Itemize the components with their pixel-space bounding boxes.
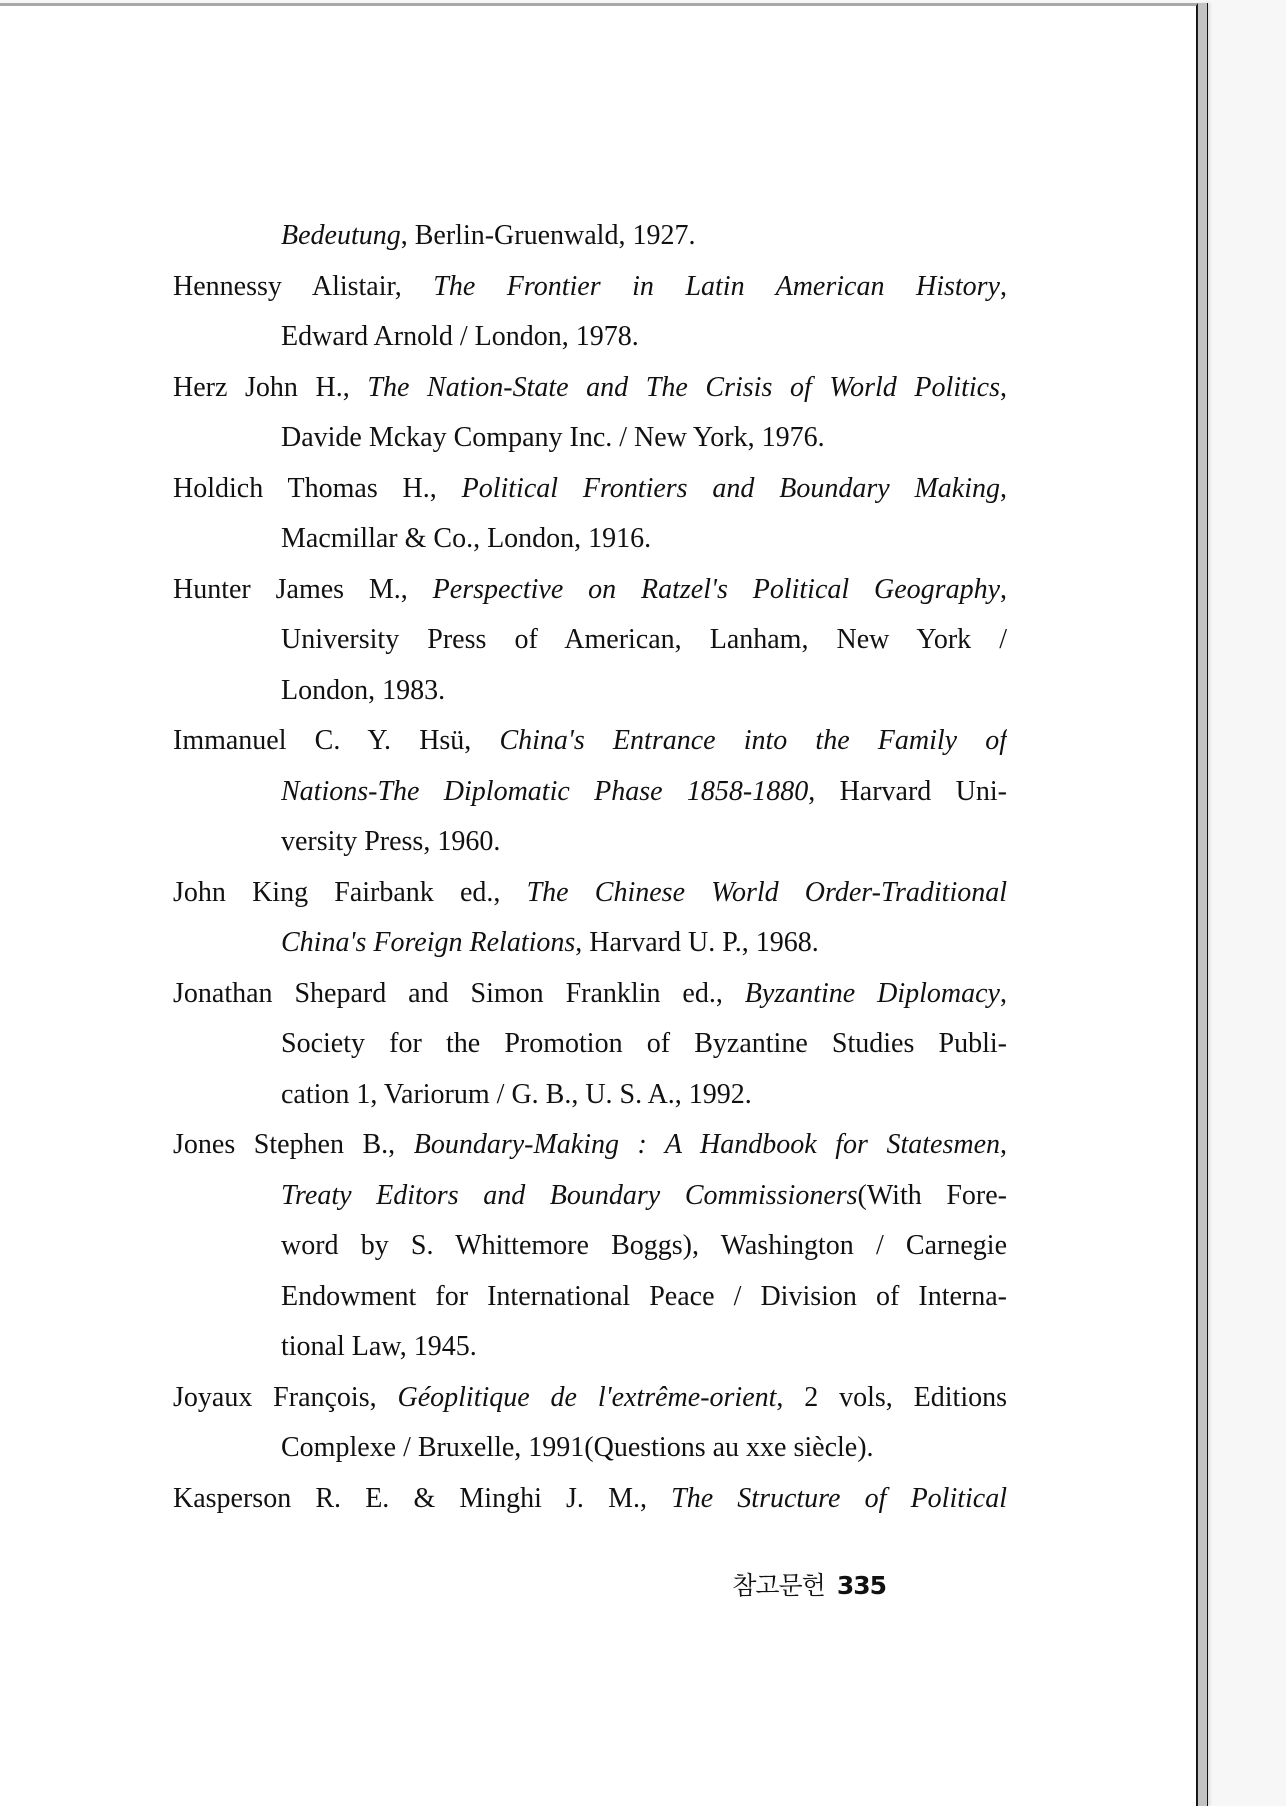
citation-text: Endowment for International Peace / Division of Interna- [281,1280,1007,1312]
title-text: Bedeutung [281,220,401,251]
bibliography-line [173,969,1007,1020]
citation-text: versity Press, 1960. [281,826,501,857]
citation-text: , Harvard U. P., 1968. [575,927,819,958]
citation-text: , [999,371,1007,403]
document-page [0,3,1198,1806]
citation-text: Joyaux François, [173,1381,398,1413]
bibliography-line [281,1272,1007,1323]
bibliography-line [173,262,1007,313]
citation-text: , [1000,1129,1007,1160]
bibliography-line [173,868,1007,919]
bibliography-line [281,312,1007,363]
bibliography-line [281,666,1007,717]
bibliography-line [173,1373,1007,1424]
title-text: Treaty Editors and Boundary Commissioners [281,1179,858,1211]
bibliography-line [281,1221,1007,1272]
title-text: The Structure of Political [671,1482,1007,1514]
section-title: 참고문헌 [732,1571,825,1600]
citation-text: , Berlin-Gruenwald, 1927. [400,220,696,251]
bibliography-line [173,464,1007,515]
citation-text: (With Fore- [857,1179,1007,1211]
citation-text: , 2 vols, Editions [776,1381,1007,1413]
bibliography-line [281,413,1007,464]
citation-text: John King Fairbank ed., [173,876,527,908]
citation-text: , [1000,977,1007,1009]
title-text: Byzantine Diplomacy [744,977,1000,1009]
citation-text: Society for the Promotion of Byzantine Studies Publi- [281,1028,1007,1059]
bibliography-line [173,363,1007,414]
citation-text: Davide Mckay Company Inc. / New York, 1976. [281,422,825,453]
citation-text: cation 1, Variorum / G. B., U. S. A., 1992. [281,1078,752,1110]
bibliography-line [281,1070,1007,1121]
bibliography-line [281,615,1007,666]
citation-text: Macmillar & Co., London, 1916. [281,523,652,554]
title-text: China's Entrance into the Family of [499,725,1007,756]
bibliography-line [281,817,1007,868]
title-text: The Chinese World Order-Traditional [526,876,1007,908]
bibliography-line [281,514,1007,565]
citation-text: Herz John H., [173,371,368,403]
bibliography-list [173,211,1007,1524]
citation-text: London, 1983. [281,674,446,706]
title-text: Nations-The Diplomatic Phase 1858-1880 [281,775,809,807]
bibliography-line [281,211,1007,262]
page-edge [1198,3,1208,1806]
title-text: The Frontier in Latin American History [433,270,1000,302]
title-text: Perspective on Ratzel's Political Geography [432,573,1000,605]
citation-text: Edward Arnold / London, 1978. [281,321,639,352]
bibliography-line [281,1019,1007,1070]
title-text: Géoplitique de l'extrême-orient [397,1381,777,1413]
citation-text: Hunter James M., [173,573,433,605]
citation-text: Immanuel C. Y. Hsü, [173,725,500,756]
bibliography-line [281,1423,1007,1474]
bibliography-line [173,1120,1007,1171]
bibliography-line [173,716,1007,767]
citation-text: , [1000,472,1007,504]
citation-text: tional Law, 1945. [281,1331,477,1362]
citation-text: Complexe / Bruxelle, 1991(Questions au xxe siècle). [281,1432,874,1463]
citation-text: Kasperson R. E. & Minghi J. M., [173,1482,672,1514]
citation-text: word by S. Whittemore Boggs), Washington / Carnegie [281,1230,1007,1261]
bibliography-line [281,918,1007,969]
bibliography-line [281,1322,1007,1373]
bibliography-line [173,565,1007,616]
bibliography-line [281,767,1007,818]
citation-text: Jonathan Shepard and Simon Franklin ed., [173,977,745,1009]
bibliography-line [173,1474,1007,1525]
title-text: Political Frontiers and Boundary Making [461,472,1000,504]
citation-text: , [1000,270,1007,302]
bibliography-line [281,1171,1007,1222]
citation-text: , [1000,573,1007,605]
title-text: The Nation-State and The Crisis of World Politics [367,371,1000,403]
title-text: China's Foreign Relations [281,927,576,958]
citation-text: Holdich Thomas H., [173,472,462,504]
title-text: Boundary-Making : A Handbook for Statesmen [413,1129,1000,1160]
citation-text: Hennessy Alistair, [173,270,434,302]
page-footer [732,1566,886,1602]
citation-text: Jones Stephen B., [173,1129,414,1160]
citation-text: University Press of American, Lanham, New York / [281,624,1007,655]
citation-text: , Harvard Uni- [808,775,1007,807]
page-number: 335 [836,1571,886,1600]
